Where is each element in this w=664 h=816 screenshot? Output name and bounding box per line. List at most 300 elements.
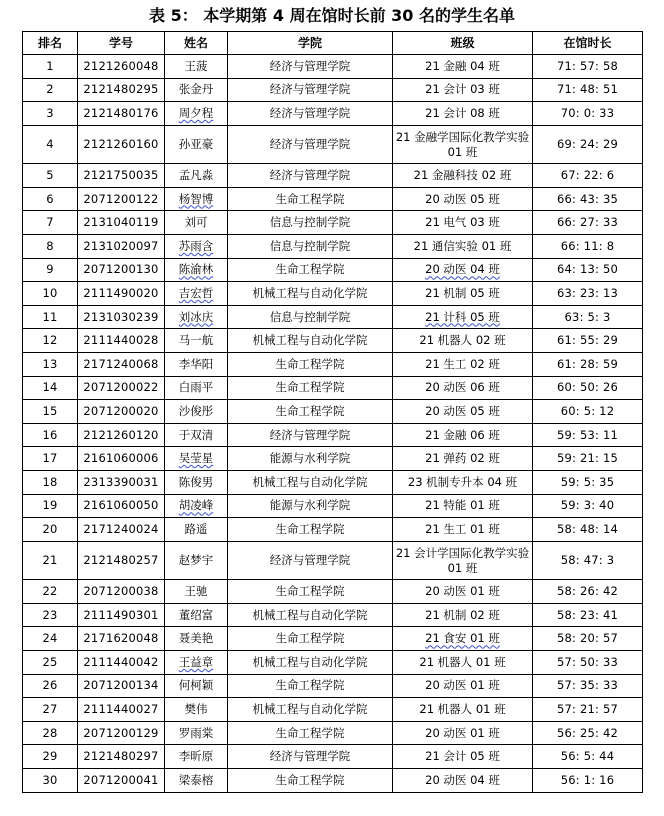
cell-name-text: 路遥 [184, 521, 208, 536]
cell-rank-text: 20 [42, 521, 58, 536]
cell-class [393, 721, 533, 745]
cell-rank-text: 13 [42, 356, 58, 371]
cell-class-text: 21 会计学国际化教学实验 01 班 [395, 545, 530, 575]
cell-duration-text: 56: 25: 42 [557, 725, 618, 740]
cell-class-text: 21 会计 05 班 [425, 749, 500, 764]
cell-college [228, 627, 393, 651]
cell-rank-text: 11 [42, 309, 58, 324]
cell-college [228, 187, 393, 211]
cell-college [228, 423, 393, 447]
cell-college-text: 经济与管理学院 [269, 137, 351, 152]
cell-college-text: 经济与管理学院 [269, 168, 351, 183]
cell-college-text: 经济与管理学院 [269, 105, 351, 120]
table-row [23, 674, 643, 698]
cell-college-text: 信息与控制学院 [269, 309, 351, 324]
header-class: 班级 [393, 32, 533, 55]
cell-student-id [78, 211, 165, 235]
cell-duration [533, 353, 643, 377]
table-row [23, 282, 643, 306]
table-row [23, 164, 643, 188]
cell-college [228, 400, 393, 424]
cell-name [165, 125, 228, 164]
cell-name [165, 674, 228, 698]
cell-rank-text: 8 [46, 238, 54, 253]
cell-name-text: 何柯颖 [178, 678, 214, 693]
cell-college [228, 235, 393, 259]
cell-rank-text: 7 [46, 215, 54, 230]
table-row [23, 376, 643, 400]
cell-rank-text: 17 [42, 451, 58, 466]
cell-class [393, 651, 533, 675]
table-row [23, 211, 643, 235]
cell-class [393, 580, 533, 604]
cell-duration-text: 59: 53: 11 [557, 427, 618, 442]
cell-college-text: 机械工程与自动化学院 [252, 474, 368, 489]
cell-rank [23, 651, 78, 675]
cell-rank [23, 211, 78, 235]
cell-duration-text: 57: 50: 33 [557, 654, 618, 669]
cell-student-id [78, 78, 165, 102]
cell-class [393, 78, 533, 102]
cell-college-text: 机械工程与自动化学院 [252, 333, 368, 348]
cell-name [165, 580, 228, 604]
cell-name-text: 李华阳 [178, 356, 214, 371]
cell-class-text: 21 电气 03 班 [425, 215, 500, 230]
cell-name [165, 721, 228, 745]
cell-duration [533, 447, 643, 471]
cell-rank-text: 28 [42, 725, 58, 740]
table-title: 表 5： 本学期第 4 周在馆时长前 30 名的学生名单 [149, 6, 515, 25]
cell-name-text: 李昕原 [178, 749, 214, 764]
table-row [23, 627, 643, 651]
header-student-id: 学号 [78, 32, 165, 55]
cell-rank-text: 6 [46, 191, 54, 206]
cell-class [393, 102, 533, 126]
cell-name-text: 赵梦宇 [178, 553, 214, 568]
cell-duration-text: 61: 55: 29 [557, 333, 618, 348]
cell-college-text: 信息与控制学院 [269, 215, 351, 230]
cell-student-id-text: 2121480176 [83, 105, 159, 120]
cell-class-text: 21 金融 06 班 [425, 427, 500, 442]
cell-student-id [78, 258, 165, 282]
cell-name [165, 211, 228, 235]
cell-student-id-text: 2313390031 [83, 474, 159, 489]
cell-college [228, 305, 393, 329]
cell-duration [533, 769, 643, 793]
cell-college-text: 生命工程学院 [275, 725, 345, 740]
cell-class [393, 423, 533, 447]
cell-rank [23, 305, 78, 329]
cell-college-text: 生命工程学院 [275, 404, 345, 419]
cell-student-id-text: 2121260120 [83, 427, 159, 442]
cell-class-text: 21 机器人 01 班 [419, 702, 506, 717]
cell-duration [533, 235, 643, 259]
cell-class [393, 187, 533, 211]
cell-college-text: 机械工程与自动化学院 [252, 607, 368, 622]
cell-student-id-text: 2121480295 [83, 82, 159, 97]
cell-rank-text: 25 [42, 654, 58, 669]
cell-college-text: 生命工程学院 [275, 521, 345, 536]
header-duration: 在馆时长 [533, 32, 643, 55]
cell-class-text: 21 金融学国际化教学实验 01 班 [395, 129, 530, 159]
cell-class-text: 20 动医 04 班 [425, 772, 500, 787]
cell-college-text: 生命工程学院 [275, 356, 345, 371]
cell-rank-text: 5 [46, 168, 54, 183]
cell-rank-text: 2 [46, 82, 54, 97]
cell-college [228, 282, 393, 306]
table-row [23, 518, 643, 542]
cell-duration [533, 211, 643, 235]
cell-name-text: 白雨平 [178, 380, 214, 395]
cell-rank-text: 27 [42, 702, 58, 717]
cell-college [228, 603, 393, 627]
cell-college-text: 信息与控制学院 [269, 238, 351, 253]
cell-class [393, 353, 533, 377]
table-row [23, 353, 643, 377]
cell-rank [23, 627, 78, 651]
cell-name-text: 孙亚豪 [178, 137, 214, 152]
cell-duration [533, 282, 643, 306]
cell-rank [23, 187, 78, 211]
cell-rank [23, 494, 78, 518]
cell-college [228, 494, 393, 518]
cell-duration [533, 627, 643, 651]
cell-student-id-text: 2171240068 [83, 356, 159, 371]
cell-duration-text: 56: 5: 44 [560, 749, 615, 764]
cell-name [165, 376, 228, 400]
cell-rank [23, 282, 78, 306]
cell-name-text: 吴莹星 [178, 451, 214, 466]
cell-college [228, 769, 393, 793]
cell-name-text: 樊伟 [184, 702, 208, 717]
cell-student-id [78, 651, 165, 675]
cell-student-id [78, 745, 165, 769]
cell-rank-text: 15 [42, 404, 58, 419]
cell-student-id-text: 2171240024 [83, 521, 159, 536]
cell-college-text: 生命工程学院 [275, 191, 345, 206]
cell-class [393, 125, 533, 164]
cell-student-id-text: 2131020097 [83, 238, 159, 253]
cell-rank [23, 125, 78, 164]
cell-rank-text: 26 [42, 678, 58, 693]
cell-student-id [78, 541, 165, 580]
cell-class [393, 471, 533, 495]
cell-class-text: 20 动医 05 班 [425, 404, 500, 419]
cell-college [228, 580, 393, 604]
cell-duration [533, 541, 643, 580]
cell-student-id [78, 164, 165, 188]
table-row [23, 651, 643, 675]
cell-college [228, 541, 393, 580]
cell-name [165, 627, 228, 651]
cell-rank [23, 769, 78, 793]
cell-name [165, 305, 228, 329]
cell-college-text: 经济与管理学院 [269, 749, 351, 764]
cell-name-text: 周夕程 [178, 105, 214, 120]
cell-student-id [78, 235, 165, 259]
cell-duration [533, 125, 643, 164]
cell-class-text: 21 机制 05 班 [425, 286, 500, 301]
cell-name [165, 541, 228, 580]
cell-student-id [78, 471, 165, 495]
cell-student-id [78, 603, 165, 627]
cell-student-id [78, 447, 165, 471]
cell-name-text: 苏雨含 [178, 238, 214, 253]
cell-student-id [78, 102, 165, 126]
cell-rank [23, 329, 78, 353]
cell-class-text: 20 动医 05 班 [425, 191, 500, 206]
cell-name [165, 353, 228, 377]
cell-class-text: 21 食安 01 班 [425, 631, 500, 646]
cell-class [393, 235, 533, 259]
cell-name [165, 423, 228, 447]
cell-duration-text: 60: 5: 12 [560, 404, 615, 419]
cell-college [228, 518, 393, 542]
cell-rank-text: 24 [42, 631, 58, 646]
cell-class [393, 305, 533, 329]
cell-name [165, 769, 228, 793]
cell-class [393, 745, 533, 769]
cell-student-id [78, 400, 165, 424]
cell-class-text: 21 会计 03 班 [425, 82, 500, 97]
cell-class-text: 21 通信实验 01 班 [413, 238, 512, 253]
cell-duration [533, 580, 643, 604]
cell-college [228, 471, 393, 495]
cell-name-text: 马一航 [178, 333, 214, 348]
cell-college-text: 生命工程学院 [275, 772, 345, 787]
cell-name [165, 651, 228, 675]
cell-rank-text: 3 [46, 105, 54, 120]
cell-name [165, 187, 228, 211]
cell-duration-text: 70: 0: 33 [560, 105, 615, 120]
cell-college [228, 745, 393, 769]
cell-rank-text: 12 [42, 333, 58, 348]
cell-name-text: 沙俊彤 [178, 404, 214, 419]
cell-class-text: 20 动医 01 班 [425, 584, 500, 599]
cell-name [165, 102, 228, 126]
cell-name [165, 329, 228, 353]
cell-student-id [78, 305, 165, 329]
cell-name-text: 胡凌峰 [178, 498, 214, 513]
cell-student-id-text: 2111490020 [83, 286, 159, 301]
cell-rank [23, 55, 78, 79]
cell-college [228, 447, 393, 471]
cell-rank-text: 23 [42, 607, 58, 622]
cell-rank-text: 22 [42, 584, 58, 599]
cell-rank [23, 541, 78, 580]
cell-college-text: 生命工程学院 [275, 380, 345, 395]
cell-class [393, 494, 533, 518]
cell-rank-text: 21 [42, 553, 58, 568]
cell-student-id-text: 2071200022 [83, 380, 159, 395]
cell-duration [533, 698, 643, 722]
cell-name-text: 张金丹 [178, 82, 214, 97]
cell-duration-text: 71: 48: 51 [557, 82, 618, 97]
cell-name [165, 164, 228, 188]
cell-student-id [78, 125, 165, 164]
cell-college [228, 329, 393, 353]
cell-rank-text: 1 [46, 58, 54, 73]
cell-student-id [78, 721, 165, 745]
cell-class-text: 21 机器人 01 班 [419, 654, 506, 669]
cell-student-id-text: 2131040119 [83, 215, 159, 230]
table-row [23, 603, 643, 627]
cell-rank [23, 447, 78, 471]
cell-rank [23, 518, 78, 542]
cell-student-id [78, 580, 165, 604]
cell-name [165, 78, 228, 102]
header-row [23, 32, 643, 55]
cell-duration [533, 400, 643, 424]
cell-duration [533, 258, 643, 282]
cell-class-text: 21 特能 01 班 [425, 498, 500, 513]
cell-name [165, 471, 228, 495]
cell-rank-text: 18 [42, 474, 58, 489]
cell-rank [23, 603, 78, 627]
cell-rank-text: 14 [42, 380, 58, 395]
cell-duration-text: 59: 21: 15 [557, 451, 618, 466]
cell-class-text: 20 动医 06 班 [425, 380, 500, 395]
cell-college [228, 674, 393, 698]
cell-student-id-text: 2131030239 [83, 309, 159, 324]
cell-rank [23, 102, 78, 126]
cell-duration-text: 59: 5: 35 [560, 474, 615, 489]
table-body [23, 55, 643, 793]
header-college: 学院 [228, 32, 393, 55]
cell-name-text: 刘可 [184, 215, 208, 230]
cell-class-text: 21 机器人 02 班 [419, 333, 506, 348]
cell-duration-text: 58: 23: 41 [557, 607, 618, 622]
table-row [23, 580, 643, 604]
table-row [23, 102, 643, 126]
table-row [23, 329, 643, 353]
cell-name [165, 400, 228, 424]
cell-duration [533, 376, 643, 400]
cell-class [393, 674, 533, 698]
cell-class [393, 400, 533, 424]
cell-student-id [78, 769, 165, 793]
cell-rank [23, 674, 78, 698]
cell-student-id [78, 423, 165, 447]
cell-duration-text: 66: 27: 33 [557, 215, 618, 230]
cell-college-text: 机械工程与自动化学院 [252, 286, 368, 301]
table-row [23, 745, 643, 769]
cell-college [228, 55, 393, 79]
cell-class-text: 21 生工 01 班 [425, 521, 500, 536]
cell-rank-text: 19 [42, 498, 58, 513]
cell-duration-text: 56: 1: 16 [560, 772, 615, 787]
table-row [23, 447, 643, 471]
cell-student-id-text: 2121260160 [83, 137, 159, 152]
cell-rank [23, 400, 78, 424]
cell-duration-text: 57: 21: 57 [557, 702, 618, 717]
cell-duration-text: 59: 3: 40 [560, 498, 615, 513]
cell-duration-text: 57: 35: 33 [557, 678, 618, 693]
cell-college [228, 698, 393, 722]
table-row [23, 769, 643, 793]
cell-class [393, 211, 533, 235]
cell-class-text: 21 生工 02 班 [425, 356, 500, 371]
cell-duration [533, 55, 643, 79]
cell-duration [533, 78, 643, 102]
table-row [23, 305, 643, 329]
cell-name-text: 陈俊男 [178, 474, 214, 489]
cell-class [393, 164, 533, 188]
cell-class-text: 21 会计 08 班 [425, 105, 500, 120]
cell-student-id-text: 2161060050 [83, 498, 159, 513]
cell-college [228, 651, 393, 675]
cell-duration [533, 745, 643, 769]
cell-rank-text: 9 [46, 262, 54, 277]
cell-duration [533, 471, 643, 495]
cell-class-text: 21 计科 05 班 [425, 309, 500, 324]
cell-duration [533, 651, 643, 675]
cell-name [165, 447, 228, 471]
cell-rank-text: 30 [42, 772, 58, 787]
cell-student-id-text: 2071200038 [83, 584, 159, 599]
cell-class [393, 769, 533, 793]
cell-student-id-text: 2111440028 [83, 333, 159, 348]
cell-rank [23, 721, 78, 745]
cell-college-text: 经济与管理学院 [269, 427, 351, 442]
cell-name-text: 吉宏哲 [178, 286, 214, 301]
cell-duration-text: 58: 48: 14 [557, 521, 618, 536]
cell-class [393, 518, 533, 542]
cell-name [165, 518, 228, 542]
cell-duration-text: 58: 47: 3 [560, 553, 615, 568]
table-row [23, 494, 643, 518]
cell-name [165, 235, 228, 259]
student-ranking-table [22, 31, 643, 793]
cell-college [228, 721, 393, 745]
cell-class [393, 698, 533, 722]
cell-duration [533, 518, 643, 542]
cell-college-text: 能源与水利学院 [269, 498, 351, 513]
cell-class-text: 21 弹药 02 班 [425, 451, 500, 466]
cell-college-text: 机械工程与自动化学院 [252, 702, 368, 717]
cell-rank-text: 29 [42, 749, 58, 764]
cell-rank [23, 580, 78, 604]
cell-class [393, 541, 533, 580]
cell-student-id [78, 674, 165, 698]
cell-class [393, 603, 533, 627]
cell-class [393, 258, 533, 282]
cell-student-id-text: 2121750035 [83, 168, 159, 183]
cell-duration-text: 67: 22: 6 [560, 168, 615, 183]
cell-college-text: 生命工程学院 [275, 631, 345, 646]
table-row [23, 471, 643, 495]
cell-college-text: 经济与管理学院 [269, 58, 351, 73]
cell-student-id-text: 2071200129 [83, 725, 159, 740]
cell-class [393, 627, 533, 651]
cell-name-text: 罗雨棠 [178, 725, 214, 740]
cell-rank-text: 10 [42, 286, 58, 301]
cell-class-text: 21 金融科技 02 班 [413, 168, 512, 183]
cell-name [165, 494, 228, 518]
cell-student-id-text: 2071200122 [83, 191, 159, 206]
cell-college [228, 102, 393, 126]
cell-name-text: 聂美艳 [178, 631, 214, 646]
cell-rank [23, 164, 78, 188]
cell-duration [533, 164, 643, 188]
cell-college [228, 164, 393, 188]
cell-student-id [78, 376, 165, 400]
cell-rank [23, 471, 78, 495]
cell-rank [23, 258, 78, 282]
cell-class [393, 282, 533, 306]
cell-name-text: 王益章 [178, 654, 214, 669]
cell-class [393, 376, 533, 400]
